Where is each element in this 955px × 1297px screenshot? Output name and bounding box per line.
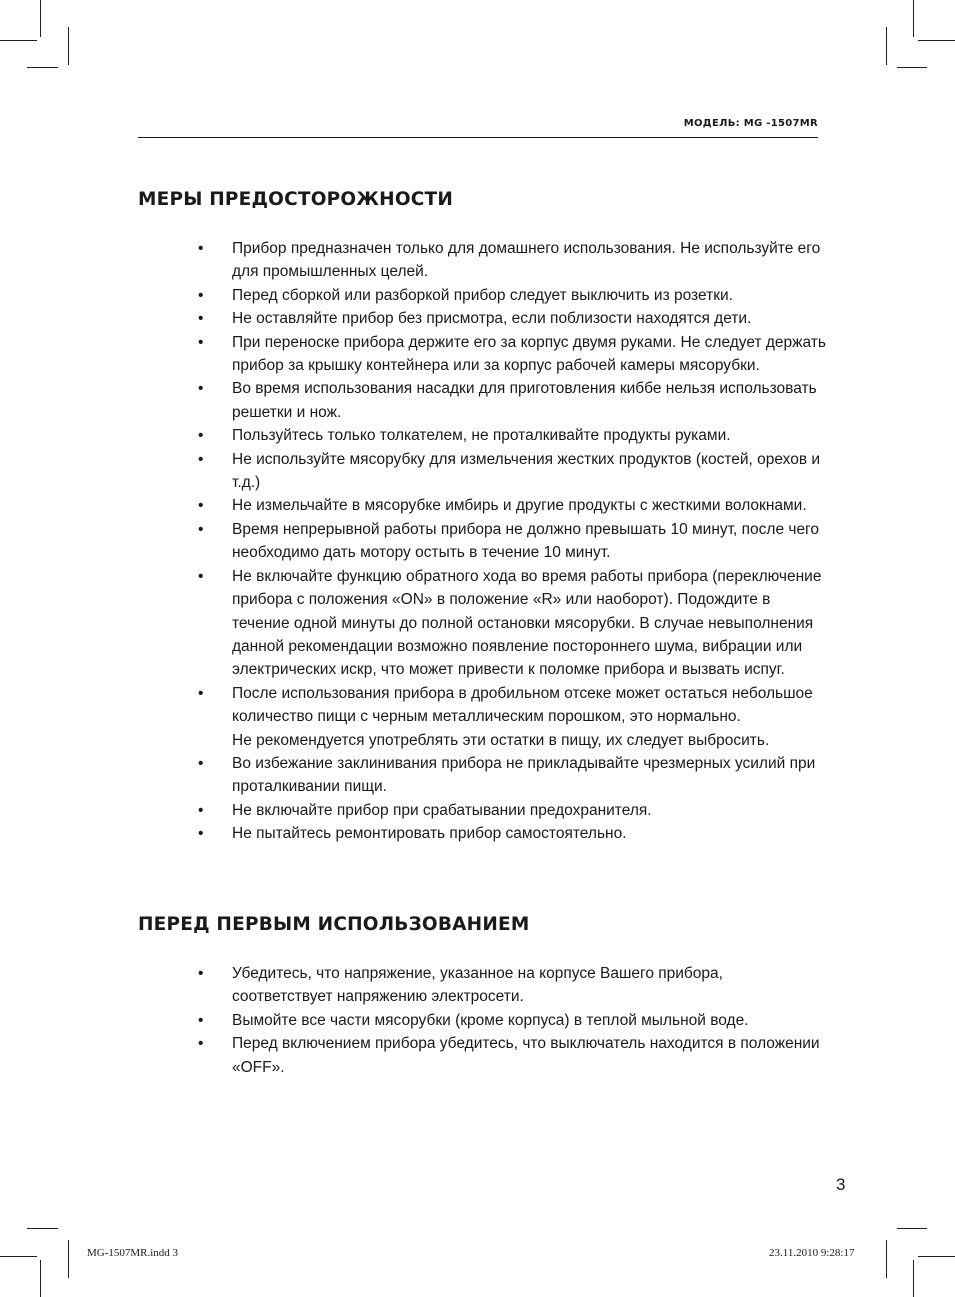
bullet-icon: • (198, 801, 204, 819)
crop-mark (886, 27, 887, 65)
list-item-text: Во избежание заклинивания прибора не прикладывайте чрезмерных усилий при проталкивании пищи. (232, 754, 816, 796)
crop-mark (897, 67, 927, 68)
list-item-text: Перед сборкой или разборкой прибор следует выключить из розетки. (232, 286, 733, 304)
crop-mark (913, 0, 914, 37)
list-item (195, 962, 835, 1009)
list-item-text: Прибор предназначен только для домашнего использования. Не используйте его для промышленных целей. (232, 240, 821, 281)
footer-timestamp: 23.11.2010 9:28:17 (769, 1247, 855, 1259)
list-item-text: Время непрерывной работы прибора не должно превышать 10 минут, после чего необходимо дать мотору остыть в течение 10 минут. (232, 520, 819, 562)
bullet-icon: • (198, 965, 204, 982)
bullet-icon: • (198, 286, 204, 304)
list-item-text: После использования прибора в дробильном отсеке может остаться небольшое количество пищи с черным металлическим порошком, это нормально. Не рекомендуется употреблять эти остатки в пищу, их следует выбросить. (232, 684, 813, 749)
crop-mark (918, 40, 955, 41)
section-title-before-first-use: ПЕРЕД ПЕРВЫМ ИСПОЛЬЗОВАНИЕМ (138, 914, 530, 935)
crop-mark (886, 1240, 887, 1278)
bullet-icon: • (198, 1011, 204, 1029)
list-item (195, 331, 835, 378)
bullet-icon: • (198, 567, 204, 585)
list-item-text: Не оставляйте прибор без присмотра, если поблизости находятся дети. (232, 310, 752, 328)
list-item (195, 752, 835, 799)
list-item (195, 799, 835, 822)
list-item (195, 377, 835, 424)
list-item (195, 424, 835, 447)
crop-mark (0, 40, 37, 41)
header-divider (138, 137, 818, 138)
bullet-icon: • (198, 427, 204, 445)
list-item (195, 284, 835, 307)
crop-mark (68, 27, 69, 65)
list-item (195, 518, 835, 565)
bullet-icon: • (198, 450, 204, 468)
crop-mark (40, 1260, 41, 1297)
crop-mark (913, 1260, 914, 1297)
list-item-text: Вымойте все части мясорубки (кроме корпуса) в теплой мыльной воде. (232, 1011, 749, 1029)
crop-mark (68, 1240, 69, 1278)
section-title-precautions: МЕРЫ ПРЕДОСТОРОЖНОСТИ (138, 189, 454, 210)
list-item (195, 822, 835, 845)
list-item-text: Во время использования насадки для приготовления киббе нельзя использовать решетки и нож. (232, 380, 817, 421)
list-item-text: Не включайте прибор при срабатывании предохранителя. (232, 801, 652, 819)
list-item-text: Не измельчайте в мясорубке имбирь и другие продукты с жесткими волокнами. (232, 497, 807, 515)
bullet-icon: • (198, 754, 204, 772)
list-item-text: Перед включением прибора убедитесь, что выключатель находится в положении «OFF». (232, 1035, 820, 1076)
bullet-icon: • (198, 684, 204, 702)
list-item-text: Не используйте мясорубку для измельчения жестких продуктов (костей, орехов и т.д.) (232, 450, 821, 492)
list-item (195, 565, 835, 682)
list-item-text: Не включайте функцию обратного хода во время работы прибора (переключение прибора с положения «ON» в положение «R» или наоборот). Подождите в течение одной минуты до полной остановки мясорубки. В случае невыполнения данной рекомендации возможно появление постороннего шума, вибрации или электрических искр, что может привести к поломке прибора и вызвать испуг. (232, 567, 822, 679)
model-header: МОДЕЛЬ: MG -1507MR (683, 118, 818, 129)
list-item-text: Не пытайтесь ремонтировать прибор самостоятельно. (232, 825, 627, 843)
list-item (195, 237, 835, 284)
crop-mark (27, 1228, 58, 1229)
bullet-icon: • (198, 825, 204, 843)
list-item-text: При переноске прибора держите его за корпус двумя руками. Не следует держать прибор за крышку контейнера или за корпус рабочей камеры мясорубки. (232, 333, 826, 375)
crop-mark (40, 0, 41, 37)
precautions-list (195, 237, 835, 846)
crop-mark (0, 1256, 37, 1257)
crop-mark (897, 1228, 927, 1229)
bullet-icon: • (198, 380, 204, 398)
list-item-text: Убедитесь, что напряжение, указанное на корпусе Вашего прибора, соответствует напряжению электросети. (232, 965, 723, 1006)
crop-mark (918, 1256, 955, 1257)
list-item (195, 1009, 835, 1032)
bullet-icon: • (198, 333, 204, 351)
list-item (195, 682, 835, 752)
page-number: 3 (836, 1175, 846, 1194)
bullet-icon: • (198, 310, 204, 328)
list-item (195, 1032, 835, 1079)
before-first-use-list (195, 962, 835, 1079)
bullet-icon: • (198, 1035, 204, 1053)
bullet-icon: • (198, 520, 204, 538)
list-item (195, 307, 835, 330)
bullet-icon: • (198, 240, 204, 257)
list-item-text: Пользуйтесь только толкателем, не проталкивайте продукты руками. (232, 427, 731, 445)
bullet-icon: • (198, 497, 204, 515)
footer-file-name: MG-1507MR.indd 3 (87, 1247, 179, 1259)
list-item (195, 494, 835, 517)
crop-mark (27, 67, 58, 68)
list-item (195, 448, 835, 495)
